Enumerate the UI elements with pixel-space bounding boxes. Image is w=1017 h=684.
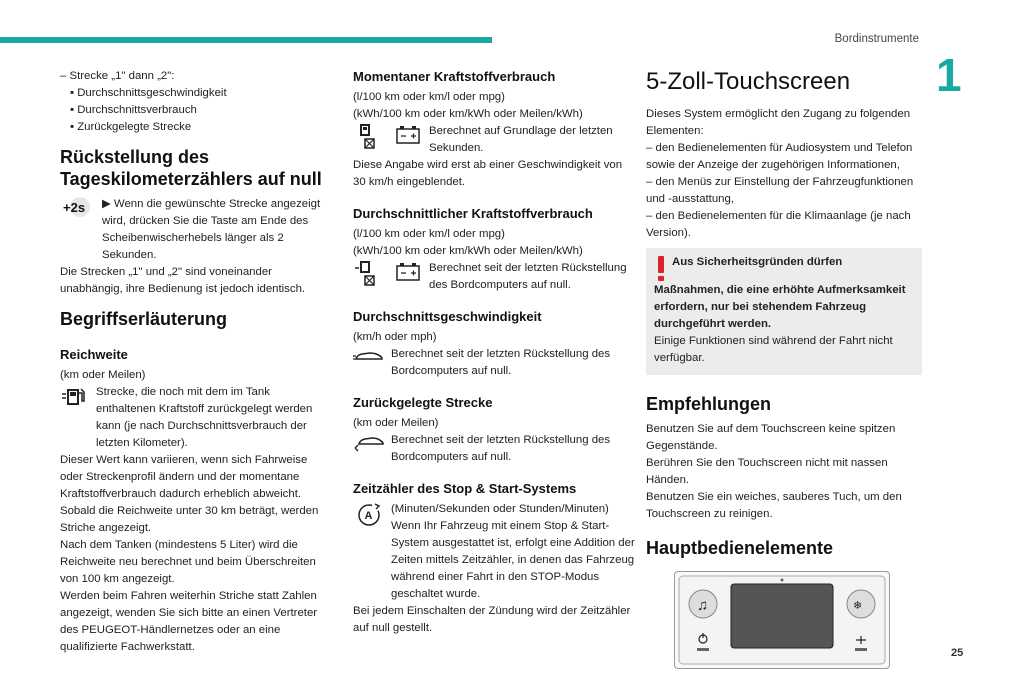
car-speed-icon xyxy=(353,346,385,380)
reset-text: ▶ Wenn die gewünschte Strecke angezeigt wird, drücken Sie die Taste am Ende des Scheibenwischerhebels länger als 2 Sekunden. xyxy=(102,198,321,261)
range-text-4: Nach dem Tanken (mindestens 5 Liter) wird die Reichweite neu berechnet und beim Überschreiten von 100 km angezeigt. xyxy=(60,539,316,585)
stop-start-heading: Zeitzähler des Stop & Start-Systems xyxy=(353,481,577,496)
music-icon xyxy=(689,590,717,618)
current-unit-2: (kWh/100 km oder km/kWh oder Meilen/kWh) xyxy=(353,108,583,120)
range-text-5: Werden beim Fahren weiterhin Striche statt Zahlen angezeigt, wenden Sie sich bitte an einen Vertreter des PEUGEOT-Händlernetzes oder an eine qualifizierte Fachwerkstatt. xyxy=(60,590,318,653)
svg-text:+2s: +2s xyxy=(63,200,86,215)
current-block xyxy=(353,123,635,157)
range-text-2: Dieser Wert kann variieren, wenn sich Fahrweise oder Streckenprofil ändern und der momentane Kraftstoffverbrauch dadurch erheblich abweicht. xyxy=(60,454,308,500)
recommendations-heading: Empfehlungen xyxy=(646,394,771,414)
list-item: ▪ Durchschnittsverbrauch xyxy=(70,104,197,116)
range-unit: (km oder Meilen) xyxy=(60,369,146,381)
list-item: ▪ Zurückgelegte Strecke xyxy=(70,121,192,133)
current-text: Berechnet auf Grundlage der letzten Sekunden. xyxy=(429,125,613,154)
warning-icon xyxy=(654,254,672,282)
svg-text:A: A xyxy=(364,510,373,522)
distance-unit: (km oder Meilen) xyxy=(353,417,439,429)
list-item: ▪ Durchschnittsgeschwindigkeit xyxy=(70,87,227,99)
stop-start-text: (Minuten/Sekunden oder Stunden/Minuten) Wenn Ihr Fahrzeug mit einem Stop & Start-System ausgestattet ist, erfolgt eine Addition der Zeiten mittels Zeitzähler, in denen das Fahrzeug während einer Fahrt in den STOP-Modus geschaltet wurde. xyxy=(391,503,635,600)
warning-text: Einige Funktionen sind während der Fahrt nicht verfügbar. xyxy=(654,335,893,364)
header-accent-bar xyxy=(0,37,492,43)
list-item: – den Bedienelementen für Audiosystem und Telefon sowie der Anzeige der zugehörigen Informationen, xyxy=(646,142,913,171)
fuel-battery-avg-icon xyxy=(353,260,423,294)
distance-text: Berechnet seit der letzten Rückstellung des Bordcomputers auf null. xyxy=(391,434,611,463)
column-3 xyxy=(646,68,922,669)
page-number: 25 xyxy=(951,647,964,659)
range-block xyxy=(60,384,328,452)
touchscreen-intro: Dieses System ermöglicht den Zugang zu folgenden Elementen: xyxy=(646,108,911,137)
climate-icon xyxy=(847,590,875,618)
chapter-number: 1 xyxy=(936,49,962,101)
fuel-pump-icon xyxy=(60,384,90,452)
stop-start-note: Bei jedem Einschalten der Zündung wird der Zeitzähler auf null gestellt. xyxy=(353,605,631,634)
recommendation-1: Benutzen Sie auf dem Touchscreen keine spitzen Gegenstände. xyxy=(646,423,896,452)
section-title: Bordinstrumente xyxy=(834,33,919,45)
recommendation-2: Berühren Sie den Touchscreen nicht mit nassen Händen. xyxy=(646,457,888,486)
avg-unit-1: (l/100 km oder km/l oder mpg) xyxy=(353,228,505,240)
safety-warning-box xyxy=(646,248,922,375)
intro-line: – Strecke „1" dann „2": xyxy=(60,70,175,82)
trip-reset-icon xyxy=(60,196,96,264)
warning-bold-text: Aus Sicherheitsgründen dürfen Maßnahmen, die eine erhöhte Aufmerksamkeit erfordern, nur bei stehendem Fahrzeug durchgeführt werden. xyxy=(654,256,906,330)
recommendation-3: Benutzen Sie ein weiches, sauberes Tuch, um den Touchscreen zu reinigen. xyxy=(646,491,902,520)
touchscreen-unit-illustration xyxy=(674,571,890,669)
distance-heading: Zurückgelegte Strecke xyxy=(353,395,493,410)
range-heading: Reichweite xyxy=(60,347,128,362)
reset-heading: Rückstellung des Tageskilometerzählers auf null xyxy=(60,147,322,189)
current-note: Diese Angabe wird erst ab einer Geschwindigkeit von 30 km/h eingeblendet. xyxy=(353,159,623,188)
reset-block xyxy=(60,196,328,264)
main-controls-heading: Hauptbedienelemente xyxy=(646,538,834,558)
range-text: Strecke, die noch mit dem im Tank enthaltenen Kraftstoff zurückgelegt werden kann (je nach Durchschnittsverbrauch der letzten Kilometer). xyxy=(96,386,313,449)
speed-block xyxy=(353,346,635,380)
terms-heading: Begriffserläuterung xyxy=(60,309,228,329)
avg-consumption-heading: Durchschnittlicher Kraftstoffverbrauch xyxy=(353,206,593,221)
column-1 xyxy=(60,68,328,656)
intro-list xyxy=(70,85,328,136)
list-item: – den Bedienelementen für die Klimaanlage (je nach Version). xyxy=(646,210,911,239)
fuel-battery-icon xyxy=(353,123,423,157)
reset-note: Die Strecken „1" und „2" sind voneinander unabhängig, ihre Bedienung ist jedoch identisch. xyxy=(60,266,306,295)
stop-start-block xyxy=(353,501,635,603)
column-2 xyxy=(353,68,635,637)
avg-block xyxy=(353,260,635,294)
distance-block xyxy=(353,432,635,466)
car-distance-icon xyxy=(353,432,385,466)
speed-unit: (km/h oder mph) xyxy=(353,331,437,343)
svg-text:♫: ♫ xyxy=(697,597,709,614)
range-text-3: Sobald die Reichweite unter 30 km beträgt, werden Striche angezeigt. xyxy=(60,505,319,534)
list-item: – den Menüs zur Einstellung der Fahrzeugfunktionen und -ausstattung, xyxy=(646,176,914,205)
avg-text: Berechnet seit der letzten Rückstellung des Bordcomputers auf null. xyxy=(429,262,627,291)
speed-text: Berechnet seit der letzten Rückstellung des Bordcomputers auf null. xyxy=(391,348,611,377)
avg-speed-heading: Durchschnittsgeschwindigkeit xyxy=(353,309,542,324)
avg-unit-2: (kWh/100 km oder km/kWh oder Meilen/kWh) xyxy=(353,245,583,257)
touchscreen-heading: 5-Zoll-Touchscreen xyxy=(646,68,851,95)
stop-start-icon xyxy=(353,501,385,603)
current-consumption-heading: Momentaner Kraftstoffverbrauch xyxy=(353,69,556,84)
svg-text:❄: ❄ xyxy=(853,600,863,612)
current-unit-1: (l/100 km oder km/l oder mpg) xyxy=(353,91,505,103)
